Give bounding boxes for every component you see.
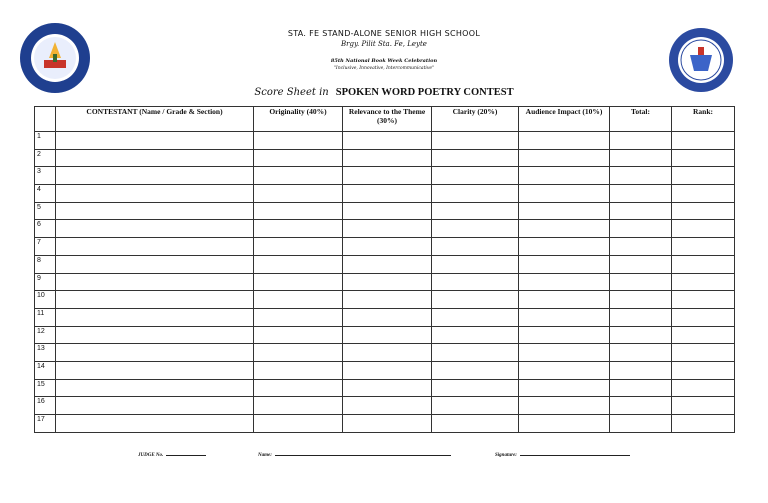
row-number: 15 [35, 379, 56, 397]
score-cell[interactable] [254, 326, 343, 344]
name-line[interactable] [275, 455, 451, 456]
row-number: 1 [35, 132, 56, 150]
score-cell[interactable] [254, 344, 343, 362]
score-cell[interactable] [56, 255, 254, 273]
score-cell[interactable] [56, 308, 254, 326]
column-header [35, 107, 56, 132]
contest-title: SPOKEN WORD POETRY CONTEST [335, 87, 514, 98]
score-cell[interactable] [343, 308, 432, 326]
score-cell[interactable] [343, 415, 432, 433]
score-cell[interactable] [56, 220, 254, 238]
score-cell[interactable] [432, 415, 519, 433]
score-cell[interactable] [254, 132, 343, 150]
score-cell[interactable] [672, 149, 735, 167]
score-cell[interactable] [610, 308, 672, 326]
score-cell[interactable] [519, 220, 610, 238]
signature-field [495, 453, 630, 458]
name-field [258, 453, 451, 458]
score-cell[interactable] [343, 273, 432, 291]
judge-label: JUDGE No. [138, 453, 164, 458]
row-number: 14 [35, 361, 56, 379]
score-cell[interactable] [519, 132, 610, 150]
score-cell[interactable] [343, 397, 432, 415]
score-cell[interactable] [672, 132, 735, 150]
score-cell[interactable] [254, 238, 343, 256]
score-cell[interactable] [432, 308, 519, 326]
score-cell[interactable] [343, 344, 432, 362]
score-cell[interactable] [343, 132, 432, 150]
table-row [35, 397, 735, 415]
score-cell[interactable] [343, 238, 432, 256]
score-cell[interactable] [672, 202, 735, 220]
sheet-label: Score Sheet in [254, 87, 329, 98]
row-number: 4 [35, 185, 56, 203]
score-cell[interactable] [56, 326, 254, 344]
table-row [35, 361, 735, 379]
score-cell[interactable] [432, 202, 519, 220]
table-body [35, 132, 735, 433]
score-cell[interactable] [254, 167, 343, 185]
score-cell[interactable] [672, 361, 735, 379]
score-cell[interactable] [519, 202, 610, 220]
column-header: Audience Impact (10%) [519, 107, 610, 132]
column-header: Rank: [672, 107, 735, 132]
score-cell[interactable] [343, 185, 432, 203]
column-header: Relevance to the Theme (30%) [343, 107, 432, 132]
score-cell[interactable] [519, 397, 610, 415]
score-cell[interactable] [56, 291, 254, 309]
score-cell[interactable] [56, 361, 254, 379]
table-row [35, 344, 735, 362]
score-cell[interactable] [610, 291, 672, 309]
table-row [35, 220, 735, 238]
column-header: Total: [610, 107, 672, 132]
event-theme: "Inclusive, Innovative, Intercommunicative" [333, 66, 435, 71]
score-cell[interactable] [432, 361, 519, 379]
score-cell[interactable] [432, 220, 519, 238]
table-row [35, 291, 735, 309]
table-row [35, 185, 735, 203]
score-cell[interactable] [610, 132, 672, 150]
score-cell[interactable] [672, 326, 735, 344]
score-cell[interactable] [254, 273, 343, 291]
row-number: 7 [35, 238, 56, 256]
score-cell[interactable] [254, 397, 343, 415]
score-cell[interactable] [610, 149, 672, 167]
score-cell[interactable] [610, 255, 672, 273]
score-cell[interactable] [672, 379, 735, 397]
score-cell[interactable] [610, 397, 672, 415]
judge-number-field [138, 453, 206, 458]
name-label: Name: [258, 453, 272, 458]
score-cell[interactable] [610, 202, 672, 220]
row-number: 6 [35, 220, 56, 238]
score-cell[interactable] [519, 344, 610, 362]
school-address: Brgy. Pilit Sta. Fe, Leyte [341, 40, 427, 48]
score-cell[interactable] [519, 415, 610, 433]
score-cell[interactable] [610, 273, 672, 291]
table-row [35, 415, 735, 433]
score-cell[interactable] [610, 361, 672, 379]
score-cell[interactable] [519, 149, 610, 167]
score-cell[interactable] [610, 167, 672, 185]
score-cell[interactable] [432, 397, 519, 415]
row-number: 8 [35, 255, 56, 273]
score-cell[interactable] [56, 238, 254, 256]
score-cell[interactable] [672, 308, 735, 326]
table-row [35, 149, 735, 167]
score-cell[interactable] [672, 397, 735, 415]
row-number: 12 [35, 326, 56, 344]
score-cell[interactable] [610, 326, 672, 344]
table-row [35, 255, 735, 273]
score-cell[interactable] [432, 344, 519, 362]
score-cell[interactable] [56, 415, 254, 433]
score-cell[interactable] [672, 415, 735, 433]
score-cell[interactable] [519, 326, 610, 344]
row-number: 3 [35, 167, 56, 185]
column-header: Originality (40%) [254, 107, 343, 132]
score-table [34, 106, 735, 433]
score-cell[interactable] [432, 379, 519, 397]
score-cell[interactable] [519, 273, 610, 291]
score-cell[interactable] [56, 273, 254, 291]
score-cell[interactable] [610, 185, 672, 203]
row-number: 11 [35, 308, 56, 326]
score-cell[interactable] [56, 167, 254, 185]
score-cell[interactable] [343, 255, 432, 273]
signature-line[interactable] [520, 455, 630, 456]
row-number: 17 [35, 415, 56, 433]
table-row [35, 202, 735, 220]
score-cell[interactable] [56, 397, 254, 415]
score-cell[interactable] [432, 238, 519, 256]
score-cell[interactable] [343, 326, 432, 344]
score-cell[interactable] [343, 291, 432, 309]
score-cell[interactable] [254, 415, 343, 433]
score-cell[interactable] [343, 379, 432, 397]
score-cell[interactable] [56, 132, 254, 150]
row-number: 2 [35, 149, 56, 167]
event-name: 85th National Book Week Celebration [330, 58, 438, 64]
score-cell[interactable] [343, 167, 432, 185]
score-cell[interactable] [343, 220, 432, 238]
row-number: 9 [35, 273, 56, 291]
score-cell[interactable] [519, 379, 610, 397]
score-cell[interactable] [56, 344, 254, 362]
score-cell[interactable] [672, 273, 735, 291]
score-cell[interactable] [56, 202, 254, 220]
table-row [35, 238, 735, 256]
sheet-title [0, 87, 768, 98]
score-cell[interactable] [610, 220, 672, 238]
school-name: STA. FE STAND-ALONE SENIOR HIGH SCHOOL [287, 29, 481, 38]
score-cell[interactable] [254, 308, 343, 326]
score-cell[interactable] [432, 149, 519, 167]
score-cell[interactable] [672, 238, 735, 256]
score-cell[interactable] [254, 361, 343, 379]
row-number: 10 [35, 291, 56, 309]
score-cell[interactable] [672, 185, 735, 203]
score-cell[interactable] [519, 255, 610, 273]
score-cell[interactable] [432, 273, 519, 291]
score-cell[interactable] [343, 149, 432, 167]
score-cell[interactable] [432, 185, 519, 203]
score-cell[interactable] [672, 167, 735, 185]
score-cell[interactable] [610, 238, 672, 256]
score-cell[interactable] [519, 291, 610, 309]
score-cell[interactable] [254, 220, 343, 238]
column-header: Clarity (20%) [432, 107, 519, 132]
score-cell[interactable] [432, 326, 519, 344]
score-cell[interactable] [672, 220, 735, 238]
score-cell[interactable] [254, 185, 343, 203]
table-row [35, 132, 735, 150]
row-number: 5 [35, 202, 56, 220]
score-cell[interactable] [254, 379, 343, 397]
score-cell[interactable] [519, 167, 610, 185]
score-cell[interactable] [610, 344, 672, 362]
score-cell[interactable] [254, 255, 343, 273]
score-cell[interactable] [519, 185, 610, 203]
column-header: CONTESTANT (Name / Grade & Section) [56, 107, 254, 132]
table-row [35, 379, 735, 397]
score-cell[interactable] [254, 202, 343, 220]
score-cell[interactable] [56, 379, 254, 397]
table-header-row [35, 107, 735, 132]
score-cell[interactable] [432, 132, 519, 150]
score-cell[interactable] [519, 361, 610, 379]
score-cell[interactable] [432, 291, 519, 309]
signature-label: Signature: [495, 453, 517, 458]
score-cell[interactable] [519, 308, 610, 326]
score-cell[interactable] [672, 255, 735, 273]
score-cell[interactable] [432, 255, 519, 273]
score-cell[interactable] [56, 185, 254, 203]
score-cell[interactable] [254, 149, 343, 167]
score-cell[interactable] [56, 149, 254, 167]
table-row [35, 326, 735, 344]
score-cell[interactable] [672, 291, 735, 309]
row-number: 16 [35, 397, 56, 415]
score-cell[interactable] [610, 415, 672, 433]
table-row [35, 308, 735, 326]
score-cell[interactable] [343, 202, 432, 220]
table-row [35, 167, 735, 185]
judge-line[interactable] [166, 455, 206, 456]
score-cell[interactable] [672, 344, 735, 362]
score-cell[interactable] [343, 361, 432, 379]
score-cell[interactable] [610, 379, 672, 397]
score-cell[interactable] [254, 291, 343, 309]
score-cell[interactable] [432, 167, 519, 185]
score-cell[interactable] [519, 238, 610, 256]
table-row [35, 273, 735, 291]
row-number: 13 [35, 344, 56, 362]
